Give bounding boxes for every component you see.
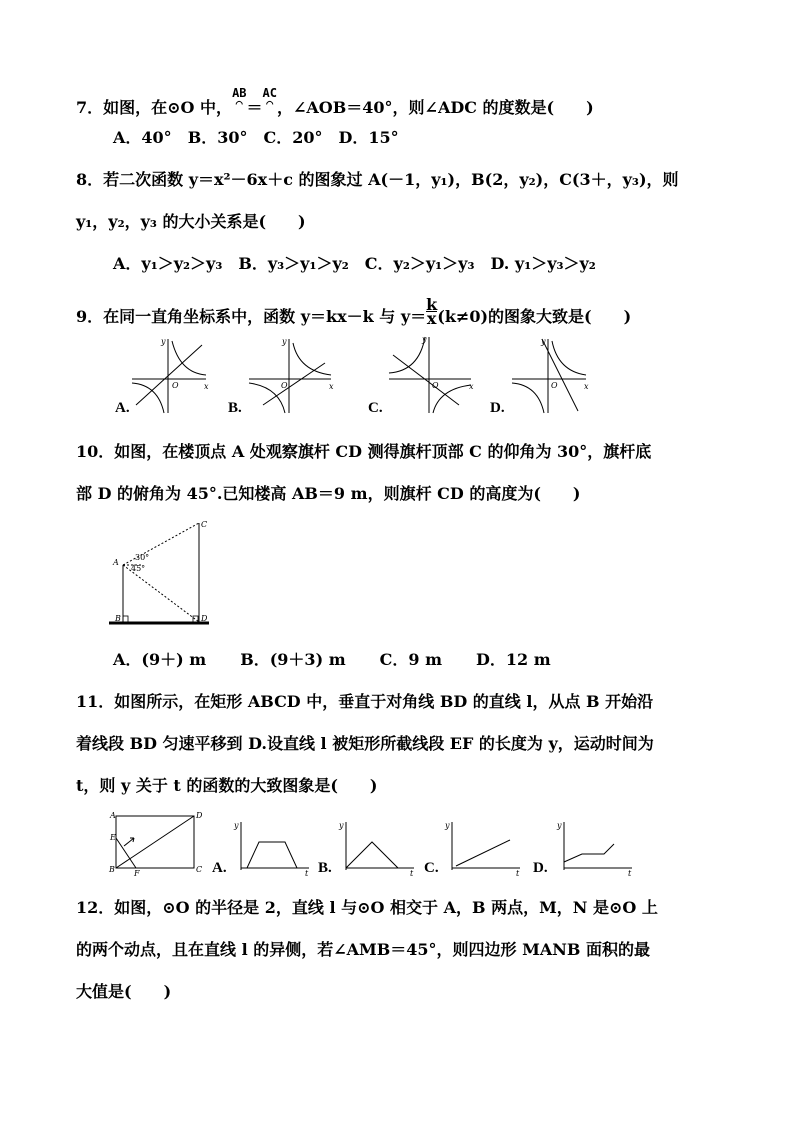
q9-post-text: (k≠0)的图象大致是( ) bbox=[437, 307, 632, 326]
q7-number: 7． bbox=[76, 98, 104, 117]
q7-post-text: ，∠AOB＝40°，则∠ADC 的度数是( ) bbox=[276, 98, 594, 117]
q7-option-d[interactable]: D．15° bbox=[338, 128, 399, 147]
frac-denominator: x bbox=[426, 309, 437, 328]
point-e-label: E bbox=[110, 833, 116, 842]
q7-options bbox=[113, 128, 415, 148]
q8-line1: 8．若二次函数 y＝x²－6x＋c 的图象过 A(－1，y₁)，B(2，y₂)，C(3＋，y₃)，则 bbox=[76, 170, 679, 189]
q10-option-d[interactable]: D．12 m bbox=[476, 650, 551, 669]
axis-y-label: y bbox=[445, 821, 450, 830]
linear-line bbox=[136, 345, 202, 405]
q11-label-b: B. bbox=[318, 860, 332, 876]
point-b-label: B bbox=[109, 865, 115, 874]
graph-increasing bbox=[456, 840, 510, 866]
q10-figure bbox=[105, 515, 217, 630]
frac-numerator: k bbox=[426, 295, 438, 314]
arc-symbol: ⌒ bbox=[266, 96, 274, 110]
q7-option-c[interactable]: C．20° bbox=[263, 128, 323, 147]
q9-label-d: D. bbox=[490, 400, 505, 416]
q11-label-a: A. bbox=[212, 860, 227, 876]
axis-y-label: y bbox=[541, 337, 546, 346]
q11-line2: 着线段 BD 匀速平移到 D.设直线 l 被矩形所截线段 EF 的长度为 y，运动时间为 bbox=[76, 734, 654, 753]
linear-line bbox=[263, 363, 325, 405]
q11-graph-a[interactable] bbox=[233, 818, 313, 876]
hyperbola-branch bbox=[293, 343, 331, 375]
q9-graph-b[interactable] bbox=[245, 335, 335, 415]
angle-45-label: 45° bbox=[131, 564, 146, 573]
q12-line3: 大值是( ) bbox=[76, 982, 172, 1001]
q9-graph-d[interactable] bbox=[508, 335, 590, 415]
point-a-label: A bbox=[110, 811, 116, 820]
arc-symbol: ⌒ bbox=[235, 96, 243, 110]
hyperbola-branch bbox=[512, 383, 544, 413]
q9-fraction bbox=[426, 295, 438, 328]
axis-y-label: y bbox=[161, 337, 166, 346]
hyperbola-branch bbox=[389, 337, 425, 373]
point-b-label: B bbox=[115, 614, 121, 623]
right-angle-b bbox=[123, 616, 128, 622]
q7-option-a[interactable]: A．40° bbox=[113, 128, 172, 147]
q9-pre-text: 9．在同一直角坐标系中，函数 y＝kx－k 与 y＝ bbox=[76, 307, 427, 326]
q8-option-b[interactable]: B．y₃＞y₁＞y₂ bbox=[238, 254, 349, 273]
linear-line bbox=[542, 339, 578, 411]
axis-y-label: y bbox=[234, 821, 239, 830]
q10-option-b[interactable]: B．(9＋3) m bbox=[240, 650, 346, 669]
q10-line1: 10．如图，在楼顶点 A 处观察旗杆 CD 测得旗杆顶部 C 的仰角为 30°，旗杆底 bbox=[76, 442, 652, 461]
q7-eq: ＝ bbox=[246, 98, 263, 117]
q10-line2: 部 D 的俯角为 45°.已知楼高 AB＝9 m，则旗杆 CD 的高度为( ) bbox=[76, 484, 581, 503]
axis-x-label: x bbox=[584, 382, 589, 391]
axis-t-label: t bbox=[410, 869, 414, 876]
arc-ab-label: AB bbox=[232, 86, 247, 100]
q10-option-c[interactable]: C．9 m bbox=[379, 650, 443, 669]
q7-pre-text: 如图，在⊙O 中， bbox=[103, 98, 233, 117]
origin-label: O bbox=[281, 381, 288, 390]
q9-graph-c[interactable] bbox=[385, 333, 475, 415]
axis-x-label: x bbox=[469, 382, 474, 391]
q8-options bbox=[113, 254, 612, 274]
arrow-shaft bbox=[124, 838, 134, 846]
graph-trapezoid bbox=[247, 842, 297, 868]
axis-t-label: t bbox=[305, 869, 309, 876]
q11-label-c: C. bbox=[424, 860, 439, 876]
hyperbola-branch bbox=[249, 383, 285, 413]
q11-graph-c[interactable] bbox=[444, 818, 524, 876]
q11-graph-d[interactable] bbox=[556, 818, 636, 876]
q11-line3: t，则 y 关于 t 的函数的大致图象是( ) bbox=[76, 776, 378, 795]
q7-option-b[interactable]: B．30° bbox=[187, 128, 248, 147]
q8-option-d[interactable]: D. y₁＞y₃＞y₂ bbox=[490, 254, 596, 273]
q7-arc-ac bbox=[263, 88, 277, 108]
origin-label: O bbox=[432, 381, 439, 390]
q12-line2: 的两个动点，且在直线 l 的异侧，若∠AMB＝45°，则四边形 MANB 面积的最 bbox=[76, 940, 650, 959]
point-c-label: C bbox=[196, 865, 203, 874]
point-a-label: A bbox=[113, 558, 119, 567]
axis-y-label: y bbox=[339, 821, 344, 830]
q9-label-a: A. bbox=[115, 400, 130, 416]
point-f-label: F bbox=[134, 869, 140, 878]
q11-graph-b[interactable] bbox=[338, 818, 418, 876]
q8-line2: y₁，y₂，y₃ 的大小关系是( ) bbox=[76, 212, 306, 231]
q11-label-d: D. bbox=[533, 860, 548, 876]
q10-options bbox=[113, 650, 551, 670]
diagonal-bd bbox=[116, 816, 194, 868]
axis-t-label: t bbox=[628, 869, 632, 876]
axis-x-label: x bbox=[204, 382, 209, 391]
axis-t-label: t bbox=[516, 869, 520, 876]
q9-graph-a[interactable] bbox=[128, 335, 210, 415]
angle-30-label: 30° bbox=[135, 553, 150, 562]
axis-y-label: y bbox=[422, 335, 427, 344]
q7-stem bbox=[76, 88, 594, 118]
point-c-label: C bbox=[201, 520, 208, 529]
axis-x-label: x bbox=[329, 382, 334, 391]
point-d-label: D bbox=[196, 811, 203, 820]
origin-label: O bbox=[172, 381, 179, 390]
sight-line-ad bbox=[123, 565, 199, 622]
q10-option-a[interactable]: A．(9＋) m bbox=[113, 650, 207, 669]
graph-triangle bbox=[346, 842, 398, 868]
q8-option-c[interactable]: C．y₂＞y₁＞y₃ bbox=[364, 254, 475, 273]
q8-option-a[interactable]: A．y₁＞y₂＞y₃ bbox=[113, 254, 223, 273]
q9-label-c: C. bbox=[368, 400, 383, 416]
origin-label: O bbox=[551, 381, 558, 390]
q7-arc-ab bbox=[232, 88, 246, 108]
line-l-ef bbox=[116, 838, 136, 868]
arc-ac-label: AC bbox=[262, 86, 277, 100]
graph-step bbox=[564, 844, 614, 862]
axis-y-label: y bbox=[557, 821, 562, 830]
axis-y-label: y bbox=[282, 337, 287, 346]
q11-rectangle-figure bbox=[106, 810, 206, 878]
linear-line bbox=[393, 355, 459, 405]
q11-line1: 11．如图所示，在矩形 ABCD 中，垂直于对角线 BD 的直线 l，从点 B 开始沿 bbox=[76, 692, 654, 711]
hyperbola-branch bbox=[132, 383, 164, 413]
point-d-label: D bbox=[201, 614, 208, 623]
q12-line1: 12．如图，⊙O 的半径是 2，直线 l 与⊙O 相交于 A，B 两点，M，N 是⊙O 上 bbox=[76, 898, 658, 917]
q9-label-b: B. bbox=[228, 400, 242, 416]
q9-stem bbox=[76, 295, 632, 328]
